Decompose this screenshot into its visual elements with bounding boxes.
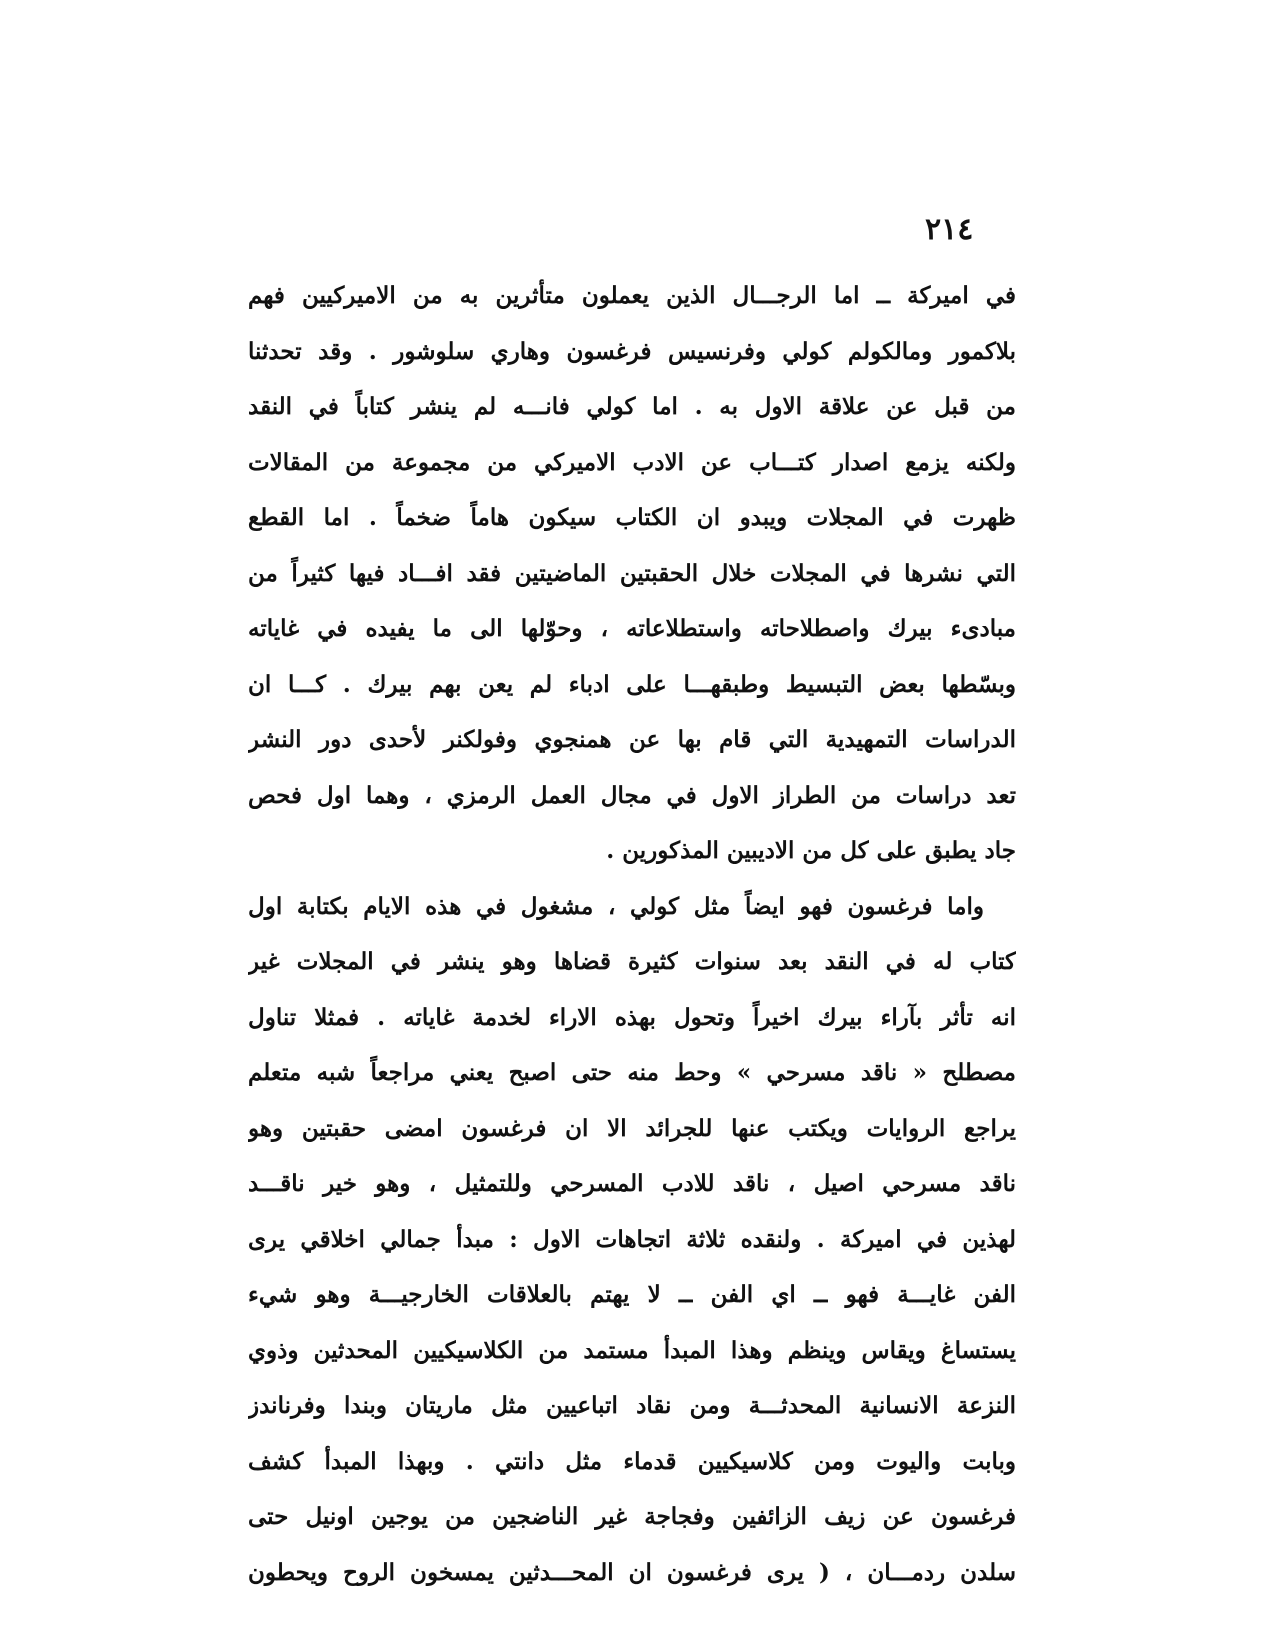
text-line: الفن غايـــة فهو ــ اي الفن ــ لا يهتم بالعلاقات الخارجيـــة وهو شيء — [248, 1281, 1016, 1308]
page-number: ٢١٤ — [925, 212, 974, 247]
text-line: ظهرت في المجلات ويبدو ان الكتاب سيكون هاماً ضخماً . اما القطع — [248, 504, 1016, 531]
text-line: لهذين في اميركة . ولنقده ثلاثة اتجاهات الاول : مبدأ جمالي اخلاقي يرى — [248, 1225, 1016, 1253]
text-line: يستساغ ويقاس وينظم وهذا المبدأ مستمد من الكلاسيكيين المحدثين وذوي — [248, 1336, 1016, 1364]
text-line: التي نشرها في المجلات خلال الحقبتين الماضيتين فقد افـــاد فيها كثيراً من — [248, 559, 1016, 587]
text-line: مبادىء بيرك واصطلاحاته واستطلاعاته ، وحوّلها الى ما يفيده في غاياته — [248, 615, 1016, 642]
text-line: سلدن ردمـــان ، ( يرى فرغسون ان المحـــدثين يمسخون الروح ويحطون — [248, 1558, 1016, 1586]
text-line: وبسّطها بعض التبسيط وطبقهـــا على ادباء لم يعن بهم بيرك . كـــا ان — [248, 670, 1016, 698]
text-line: وبابت واليوت ومن كلاسيكيين قدماء مثل دانتي . وبهذا المبدأ كشف — [248, 1447, 1016, 1475]
text-line: بلاكمور ومالكولم كولي وفرنسيس فرغسون وهاري سلوشور . وقد تحدثنا — [248, 337, 1016, 365]
text-line: واما فرغسون فهو ايضاً مثل كولي ، مشغول في هذه الايام بكتابة اول — [248, 892, 984, 920]
text-line: مصطلح « ناقد مسرحي » وحط منه حتى اصبح يعني مراجعاً شبه متعلم — [248, 1059, 1016, 1086]
body-text — [248, 268, 1016, 1600]
text-line: النزعة الانسانية المحدثـــة ومن نقاد اتباعيين مثل ماريتان وبندا وفرناندز — [248, 1392, 1016, 1419]
text-line: في اميركة ــ اما الرجـــال الذين يعملون متأثرين به من الاميركيين فهم — [248, 282, 1016, 309]
text-line: جاد يطبق على كل من الاديبين المذكورين . — [606, 837, 1016, 864]
text-line: تعد دراسات من الطراز الاول في مجال العمل الرمزي ، وهما اول فحص — [248, 781, 1016, 809]
text-line: فرغسون عن زيف الزائفين وفجاجة غير الناضجين من يوجين اونيل حتى — [248, 1503, 1016, 1530]
text-line: انه تأثر بآراء بيرك اخيراً وتحول بهذه الاراء لخدمة غاياته . فمثلا تناول — [248, 1003, 1016, 1031]
text-line: الدراسات التمهيدية التي قام بها عن همنجوي وفولكنر لأحدى دور النشر — [248, 726, 1016, 753]
text-line: ناقد مسرحي اصيل ، ناقد للادب المسرحي وللتمثيل ، وهو خير ناقـــد — [248, 1170, 1016, 1197]
text-line: ولكنه يزمع اصدار كتـــاب عن الادب الاميركي من مجموعة من المقالات — [248, 448, 1016, 476]
text-line: كتاب له في النقد بعد سنوات كثيرة قضاها وهو ينشر في المجلات غير — [248, 948, 1016, 975]
text-line: يراجع الروايات ويكتب عنها للجرائد الا ان فرغسون امضى حقبتين وهو — [248, 1114, 1016, 1142]
text-line: من قبل عن علاقة الاول به . اما كولي فانـــه لم ينشر كتاباً في النقد — [248, 393, 1016, 420]
